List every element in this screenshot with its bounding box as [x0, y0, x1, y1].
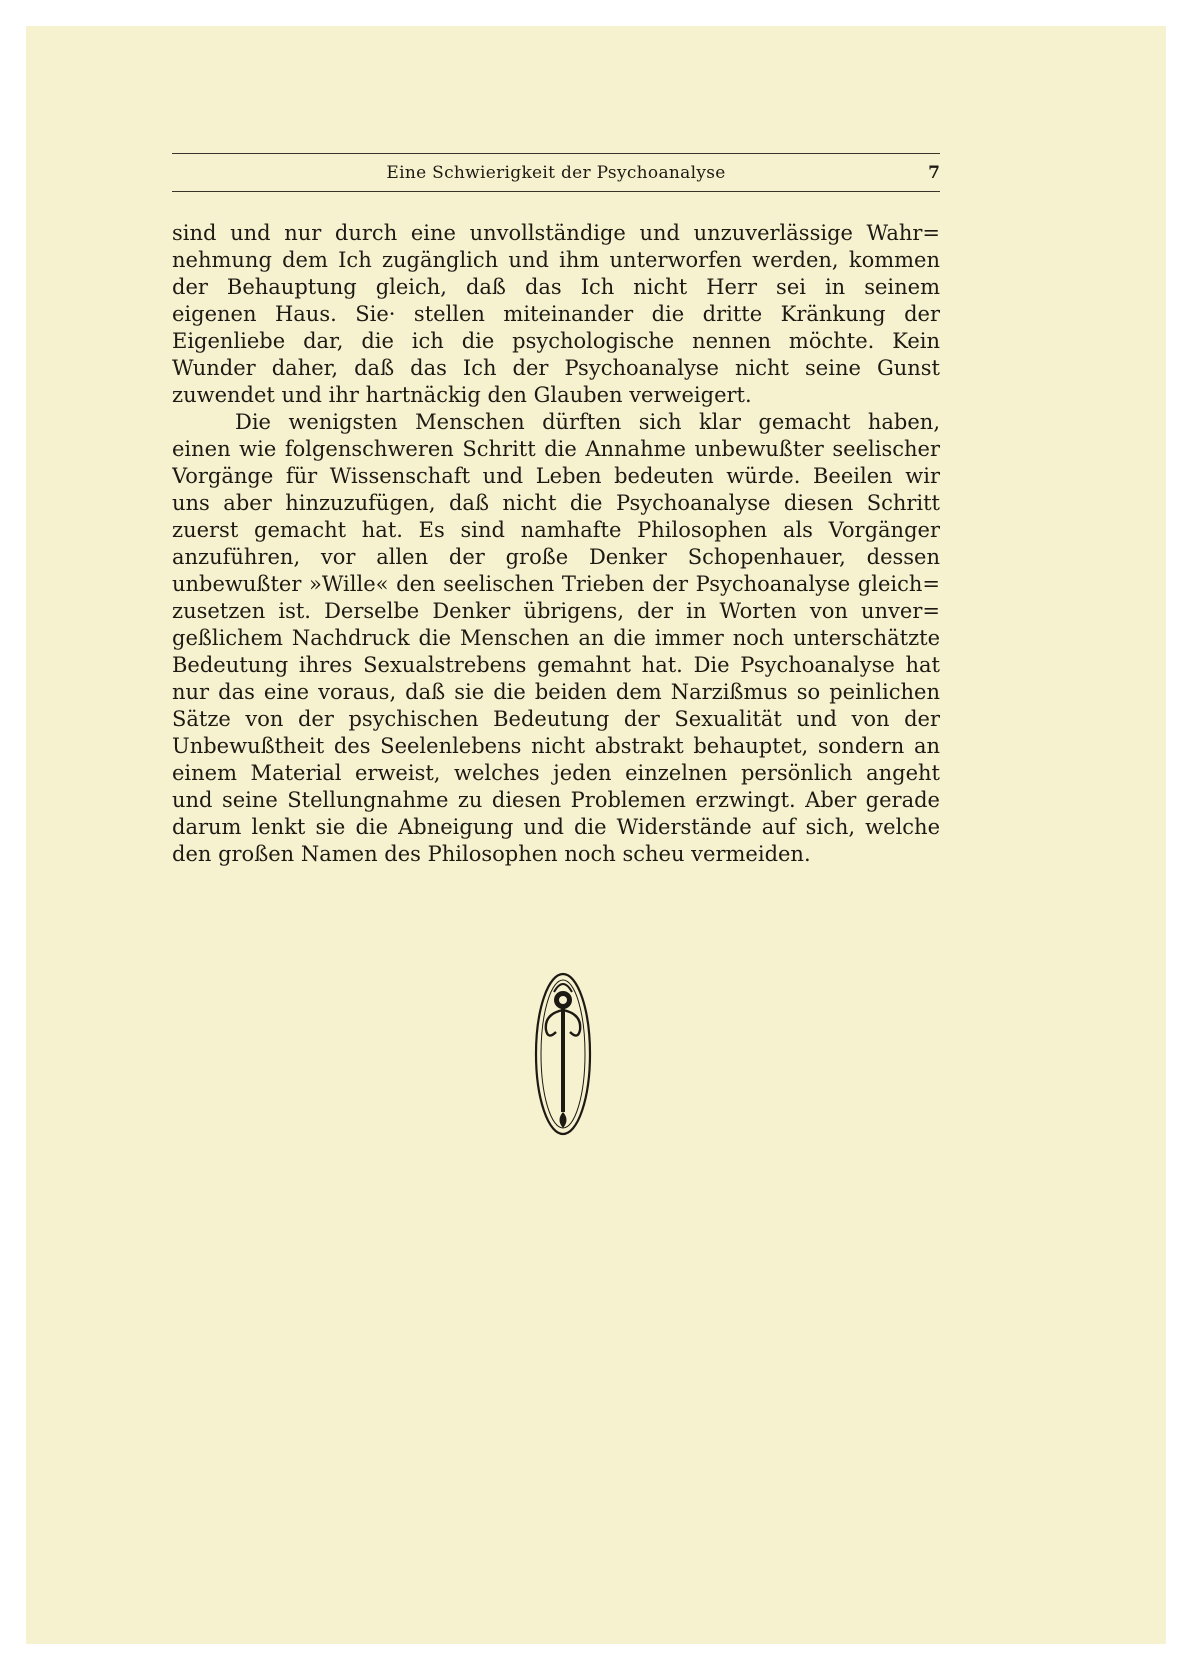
- running-title: Eine Schwierigkeit der Psychoanalyse: [386, 163, 726, 183]
- text-line: Vorgänge für Wissenschaft und Leben bedeuten würde. Beeilen wir: [172, 464, 940, 488]
- text-line: und seine Stellungnahme zu diesen Problemen erzwingt. Aber gerade: [172, 788, 940, 812]
- text-line: den großen Namen des Philosophen noch scheu vermeiden.: [172, 842, 811, 866]
- text-line: einen wie folgenschweren Schritt die Annahme unbewußter seelischer: [172, 437, 940, 461]
- text-line: Eigenliebe dar, die ich die psychologische nennen möchte. Kein: [172, 329, 940, 353]
- text-line: Sätze von der psychischen Bedeutung der Sexualität und von der: [172, 707, 940, 731]
- vignette-ornament-icon: [532, 970, 594, 1138]
- text-line: uns aber hinzuzufügen, daß nicht die Psychoanalyse diesen Schritt: [172, 491, 940, 515]
- running-head: [172, 158, 940, 188]
- text-line: der Behauptung gleich, daß das Ich nicht Herr sei in seinem: [172, 275, 940, 299]
- text-line: einem Material erweist, welches jeden einzelnen persönlich angeht: [172, 761, 940, 785]
- text-line: eigenen Haus. Sie· stellen miteinander die dritte Kränkung der: [172, 302, 940, 326]
- text-line: Die wenigsten Menschen dürften sich klar gemacht haben,: [235, 410, 940, 434]
- body-text: [172, 220, 940, 868]
- text-line: zuerst gemacht hat. Es sind namhafte Philosophen als Vorgänger: [172, 518, 940, 542]
- text-line: nehmung dem Ich zugänglich und ihm unterworfen werden, kommen: [172, 248, 940, 272]
- header-rule-top: [172, 153, 940, 154]
- text-line: sind und nur durch eine unvollständige und unzuverlässige Wahr=: [172, 221, 940, 245]
- text-line: unbewußter »Wille« den seelischen Trieben der Psychoanalyse gleich=: [172, 572, 940, 596]
- text-line: Bedeutung ihres Sexualstrebens gemahnt hat. Die Psychoanalyse hat: [172, 653, 940, 677]
- text-line: zusetzen ist. Derselbe Denker übrigens, der in Worten von unver=: [172, 599, 940, 623]
- text-line: Wunder daher, daß das Ich der Psychoanalyse nicht seine Gunst: [172, 356, 940, 380]
- text-line: geßlichem Nachdruck die Menschen an die immer noch unterschätzte: [172, 626, 940, 650]
- text-line: zuwendet und ihr hartnäckig den Glauben verweigert.: [172, 383, 752, 407]
- text-line: nur das eine voraus, daß sie die beiden dem Narzißmus so peinlichen: [172, 680, 940, 704]
- text-line: Unbewußtheit des Seelenlebens nicht abstrakt behauptet, sondern an: [172, 734, 940, 758]
- page-number: 7: [928, 163, 940, 183]
- header-rule-bottom: [172, 191, 940, 192]
- text-line: anzuführen, vor allen der große Denker Schopenhauer, dessen: [172, 545, 940, 569]
- text-line: darum lenkt sie die Abneigung und die Widerstände auf sich, welche: [172, 815, 940, 839]
